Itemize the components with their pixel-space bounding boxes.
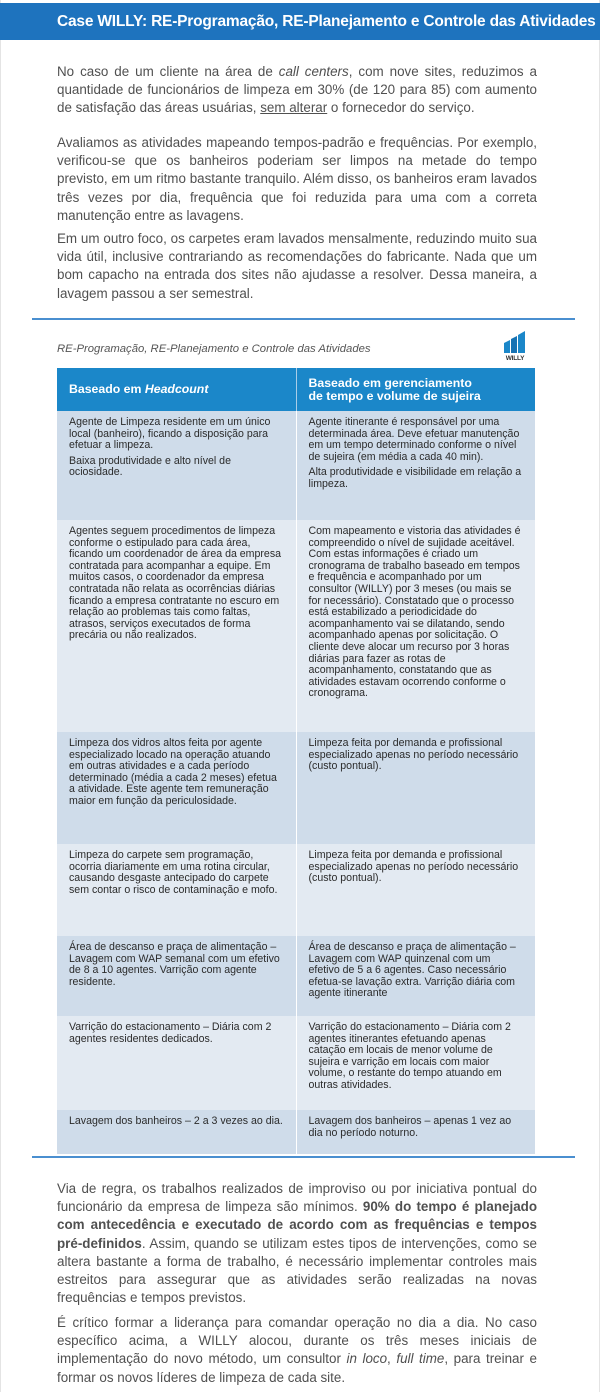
bold-text: 90% do tempo é planejado com antecedência e executado de acordo com as frequências e tempos pré-definidos	[57, 1199, 537, 1251]
cell-text: Área de descanso e praça de alimentação – Lavagem com WAP quinzenal com um efetivo de 5 a 6 agentes. Caso necessário efetua-se lavação extra. Varrição diária com agente itinerante	[308, 941, 516, 1000]
table-row	[57, 844, 535, 936]
cell-time-dirt	[296, 844, 535, 936]
cell-headcount	[57, 844, 296, 936]
intro-paragraph-1	[57, 63, 537, 118]
cell-time-dirt	[296, 936, 535, 1016]
cell-time-dirt	[296, 1110, 535, 1154]
intro-paragraph-3: Em um outro foco, os carpetes eram lavados mensalmente, reduzindo muito sua vida útil, inclusive contrariando as recomendações do fabricante. Nada que um bom capacho na entrada dos sites não ajudasse a resolver. Dessa maneira, a lavagem passou a ser semestral.	[57, 231, 537, 301]
text: . Assim, quando se utilizam estes tipos de intervenções, como se altera bastante a forma de trabalho, é necessário implementar controles mais estreitos para assegurar que as atividades serão realizadas na novas frequências e tempos previstos.	[57, 1235, 537, 1306]
cell-text: Varrição do estacionamento – Diária com 2 agentes itinerantes efetuando apenas catação em locais de menor volume de sujeira e varrição em locais com maior volume, o restante do tempo atuando em outras atividades.	[308, 1021, 511, 1091]
intro-paragraph-2: Avaliamos as atividades mapeando tempos-padrão e frequências. Por exemplo, verificou-se que os banheiros poderiam ser limpos na metade do tempo previsto, em um ritmo bastante tranquilo. Além disso, os banheiros eram lavados três vezes por dia, frequência que foi reduzida para uma com a correta manutenção entre as lavagens.	[57, 135, 537, 223]
text: de tempo e volume de sujeira	[308, 388, 481, 403]
cell-text: Agente itinerante é responsável por uma determinada área. Deve efetuar manutenção em um tempo determinado conforme o nível de sujeira (em média a cada 40 min).	[308, 416, 520, 463]
italic-text: full time	[396, 1351, 445, 1367]
text: , para treinar e formar os novos líderes de limpeza de cada site.	[57, 1351, 537, 1385]
logo-text: WILLY	[505, 355, 525, 362]
text: É crítico formar a liderança para comandar operação no dia a dia. No caso específico acima, a WILLY alocou, durante os três meses iniciais de implementação do novo método, um consultor	[57, 1315, 537, 1367]
cell-headcount	[57, 411, 296, 520]
text: , com nove sites, reduzimos a quantidade de funcionários de limpeza em 30% (de 120 para 85) com aumento de satisfação das áreas usuárias,	[57, 64, 537, 116]
cell-text: Limpeza dos vidros altos feita por agente especializado locado na operação atuando em outras atividades e a cada período determinado (média a cada 2 meses) efetua a atividade. Este agente tem remuneração maior em função da periculosidade.	[69, 737, 277, 807]
italic-text: in loco	[346, 1351, 388, 1367]
cell-time-dirt	[296, 1016, 535, 1110]
cell-text: Baixa produtividade e alto nível de ociosidade.	[69, 454, 231, 479]
figure-title: RE-Programação, RE-Planejamento e Controle das Atividades	[57, 343, 371, 355]
column-header-headcount	[57, 368, 296, 411]
table-row	[57, 520, 535, 732]
table-row	[57, 411, 535, 520]
cell-text: Com mapeamento e vistoria das atividades é compreendido o nível de sujidade aceitável. Com estas informações é criado um cronograma de trabalho baseado em tempos e frequência e acompanhado por um consultor (WILLY) por 3 meses (ou mais se for necessário). Constatado que o processo está estabilizado a periodicidade do acompanhamento vai se dilatando, sendo acompanhado apenas por solicitação. O cliente deve alocar um recurso por 3 horas diárias para fazer as rotas de acompanhamento, constatando que as atividades estavam ocorrendo conforme o cronograma.	[308, 525, 521, 700]
text: o fornecedor do serviço.	[327, 100, 475, 116]
cell-headcount	[57, 1110, 296, 1154]
cell-text: Limpeza do carpete sem programação, ocorria diariamente em uma rotina circular, causando desgaste antecipado do carpete sem contar o risco de contaminação e mofo.	[69, 849, 278, 896]
cell-time-dirt	[296, 732, 535, 844]
table-row	[57, 732, 535, 844]
table-row	[57, 1016, 535, 1110]
cell-headcount	[57, 936, 296, 1016]
cell-text: Alta produtividade e visibilidade em relação a limpeza.	[308, 466, 522, 490]
cell-text: Limpeza feita por demanda e profissional especializado apenas no período necessário (custo pontual).	[308, 737, 519, 773]
divider-top	[32, 318, 575, 320]
table-row	[57, 936, 535, 1016]
cell-text: Lavagem dos banheiros – apenas 1 vez ao dia no período noturno.	[308, 1115, 512, 1139]
table-row	[57, 1110, 535, 1154]
cell-time-dirt	[296, 411, 535, 520]
closing-paragraph-1	[57, 1180, 537, 1307]
closing-paragraph-2	[57, 1314, 537, 1387]
bar-chart-logo-icon	[504, 331, 526, 353]
cell-headcount	[57, 520, 296, 732]
italic-text: call centers	[278, 64, 349, 79]
comparison-table	[57, 368, 535, 1154]
cell-headcount	[57, 732, 296, 844]
cell-text: Lavagem dos banheiros – 2 a 3 vezes ao dia.	[69, 1115, 283, 1127]
cell-text: Varrição do estacionamento – Diária com 2 agentes residentes dedicados.	[69, 1021, 272, 1045]
text: Baseado em gerenciamento	[308, 375, 472, 390]
italic-text: Headcount	[144, 382, 209, 396]
text: Baseado em	[69, 382, 145, 396]
cell-headcount	[57, 1016, 296, 1110]
underlined-text: sem alterar	[260, 100, 328, 116]
table-header-row	[57, 368, 535, 411]
cell-text: Agentes seguem procedimentos de limpeza conforme o estipulado para cada área, ficando um coordenador de área da empresa contratada para acompanhar a equipe. Em muitos casos, o coordenador da empresa contratada não relata as ocorrências diárias ficando a empresa contratante no escuro em relação ao problemas tais como faltas, atrasos, serviços executados de forma precária ou não realizados.	[69, 525, 282, 642]
cell-text: Agente de Limpeza residente em um único local (banheiro), ficando a disposição para efetuar a limpeza.	[69, 416, 271, 452]
cell-text: Limpeza feita por demanda e profissional especializado apenas no período necessário (custo pontual).	[308, 849, 519, 885]
willy-logo	[502, 331, 528, 367]
text: Via de regra, os trabalhos realizados de improviso ou por iniciativa pontual do funcionário da empresa de limpeza são mínimos.	[57, 1181, 537, 1215]
text: ,	[387, 1351, 397, 1367]
text: No caso de um cliente na área de	[57, 64, 279, 79]
column-header-time-dirt	[296, 368, 535, 411]
cell-text: Área de descanso e praça de alimentação – Lavagem com WAP semanal com um efetivo de 8 a 10 agentes. Varrição com agente residente.	[69, 941, 280, 988]
divider-bottom	[32, 1156, 575, 1158]
page-title: Case WILLY: RE-Programação, RE-Planejamento e Controle das Atividades	[0, 3, 600, 40]
cell-time-dirt	[296, 520, 535, 732]
